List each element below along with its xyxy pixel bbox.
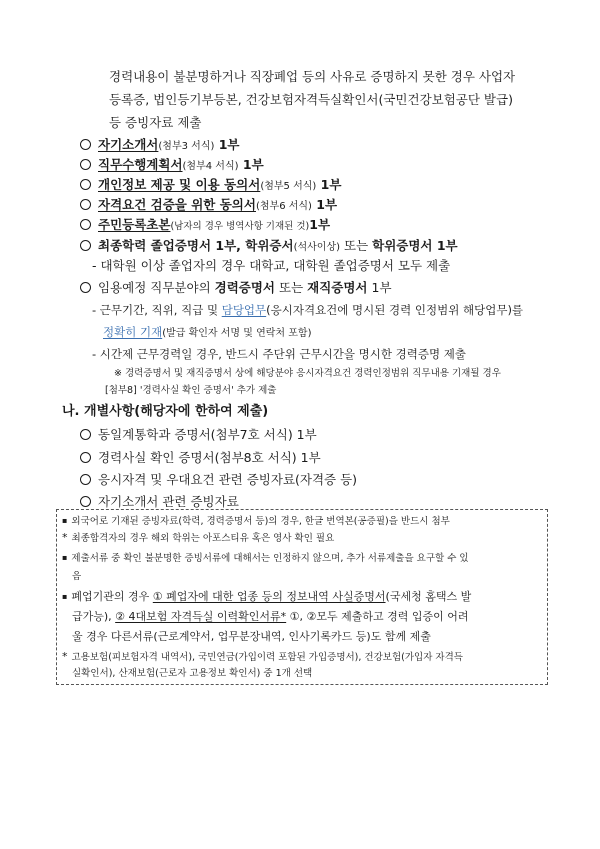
circle-bullet-icon	[80, 474, 91, 485]
degree-note: - 대학원 이상 졸업자의 경우 대학교, 대학원 졸업증명서 모두 제출	[92, 258, 451, 273]
note-apostille: * 최종합격자의 경우 해외 학위는 아포스티유 혹은 영사 확인 필요	[62, 531, 335, 544]
circle-bullet-icon	[80, 429, 91, 440]
circle-bullet-icon	[80, 199, 91, 210]
circle-bullet-icon	[80, 179, 91, 190]
note-insurance-2: 실확인서), 산재보험(근로자 고용정보 확인서) 중 1개 선택	[72, 668, 313, 679]
item-privacy-consent: 개인정보 제공 및 이용 동의서(첨부5 서식) 1부	[80, 177, 341, 195]
section-b-item: 응시자격 및 우대요건 관련 증빙자료(자격증 등)	[80, 472, 357, 488]
career-remark-2: [첨부8] '경력사실 확인 증명서' 추가 제출	[105, 385, 277, 396]
small-bullet-icon: ▪	[62, 553, 68, 562]
section-b-item: 자기소개서 관련 증빙자료	[80, 494, 239, 510]
intro-line-3: 등 증빙자료 제출	[109, 115, 202, 130]
section-b-heading: 나. 개별사항(해당자에 한하여 제출)	[62, 404, 269, 419]
intro-line-1: 경력내용이 불분명하거나 직장폐업 등의 사유로 증명하지 못한 경우 사업자	[109, 69, 516, 84]
note-closed-company-1: ▪ 폐업기관의 경우 ① 폐업자에 대한 업종 등의 정보내역 사실증명서(국세청 홈택스 발	[62, 590, 472, 603]
note-unclear-docs: ▪ 제출서류 중 확인 불분명한 증빙서류에 대해서는 인정하지 않으며, 추가 서류제출을 요구할 수 있	[62, 553, 469, 564]
item-resident-registration: 주민등록초본(남자의 경우 병역사항 기재된 것)1부	[80, 217, 330, 235]
note-closed-company-3: 울 경우 다른서류(근로계약서, 업무분장내역, 인사기록카드 등)도 함께 제출	[72, 630, 431, 643]
item-degree: 최종학력 졸업증명서 1부, 학위증서(석사이상) 또는 학위증명서 1부	[80, 238, 458, 256]
circle-bullet-icon	[80, 159, 91, 170]
note-foreign-docs: ▪ 외국어로 기재된 증빙자료(학력, 경력증명서 등)의 경우, 한글 번역본(공증필)을 반드시 첨부	[62, 516, 450, 527]
section-b-item: 경력사실 확인 증명서(첨부8호 서식) 1부	[80, 450, 321, 466]
small-bullet-icon: ▪	[62, 516, 68, 525]
career-note-1: - 근무기간, 직위, 직급 및 담당업무(응시자격요건에 명시된 경력 인정범위 해당업무)를	[92, 303, 524, 317]
item-career: 임용예정 직무분야의 경력증명서 또는 재직증명서 1부	[80, 280, 392, 296]
note-unclear-docs-cont: 음	[72, 571, 82, 582]
circle-bullet-icon	[80, 219, 91, 230]
career-note-3: - 시간제 근무경력일 경우, 반드시 주단위 근무시간을 명시한 경력증명 제출	[92, 347, 466, 361]
item-verification-consent: 자격요건 검증을 위한 동의서(첨부6 서식) 1부	[80, 197, 337, 215]
career-remark-1: ※ 경력증명서 및 재직증명서 상에 해당분야 응시자격요건 경력인정범위 직무내용 기재될 경우	[114, 368, 501, 379]
section-b-item: 동일계통학과 증명서(첨부7호 서식) 1부	[80, 427, 317, 443]
intro-line-2: 등록증, 법인등기부등본, 건강보험자격득실확인서(국민건강보험공단 발급)	[109, 92, 513, 107]
item-self-intro: 자기소개서(첨부3 서식) 1부	[80, 137, 240, 155]
circle-bullet-icon	[80, 496, 91, 507]
career-note-2: 정확히 기재(발급 확인자 서명 및 연락처 포함)	[103, 325, 312, 339]
circle-bullet-icon	[80, 282, 91, 293]
item-job-plan: 직무수행계획서(첨부4 서식) 1부	[80, 157, 264, 175]
circle-bullet-icon	[80, 240, 91, 251]
circle-bullet-icon	[80, 139, 91, 150]
note-insurance-1: * 고용보험(피보험자격 내역서), 국민연금(가입이력 포함된 가입증명서), 건강보험(가입자 자격득	[62, 650, 463, 663]
small-bullet-icon: ▪	[62, 592, 68, 601]
circle-bullet-icon	[80, 452, 91, 463]
note-closed-company-2: 급가능), ② 4대보험 자격득실 이력확인서류* ①, ②모두 제출하고 경력 입증이 어려	[72, 610, 469, 623]
